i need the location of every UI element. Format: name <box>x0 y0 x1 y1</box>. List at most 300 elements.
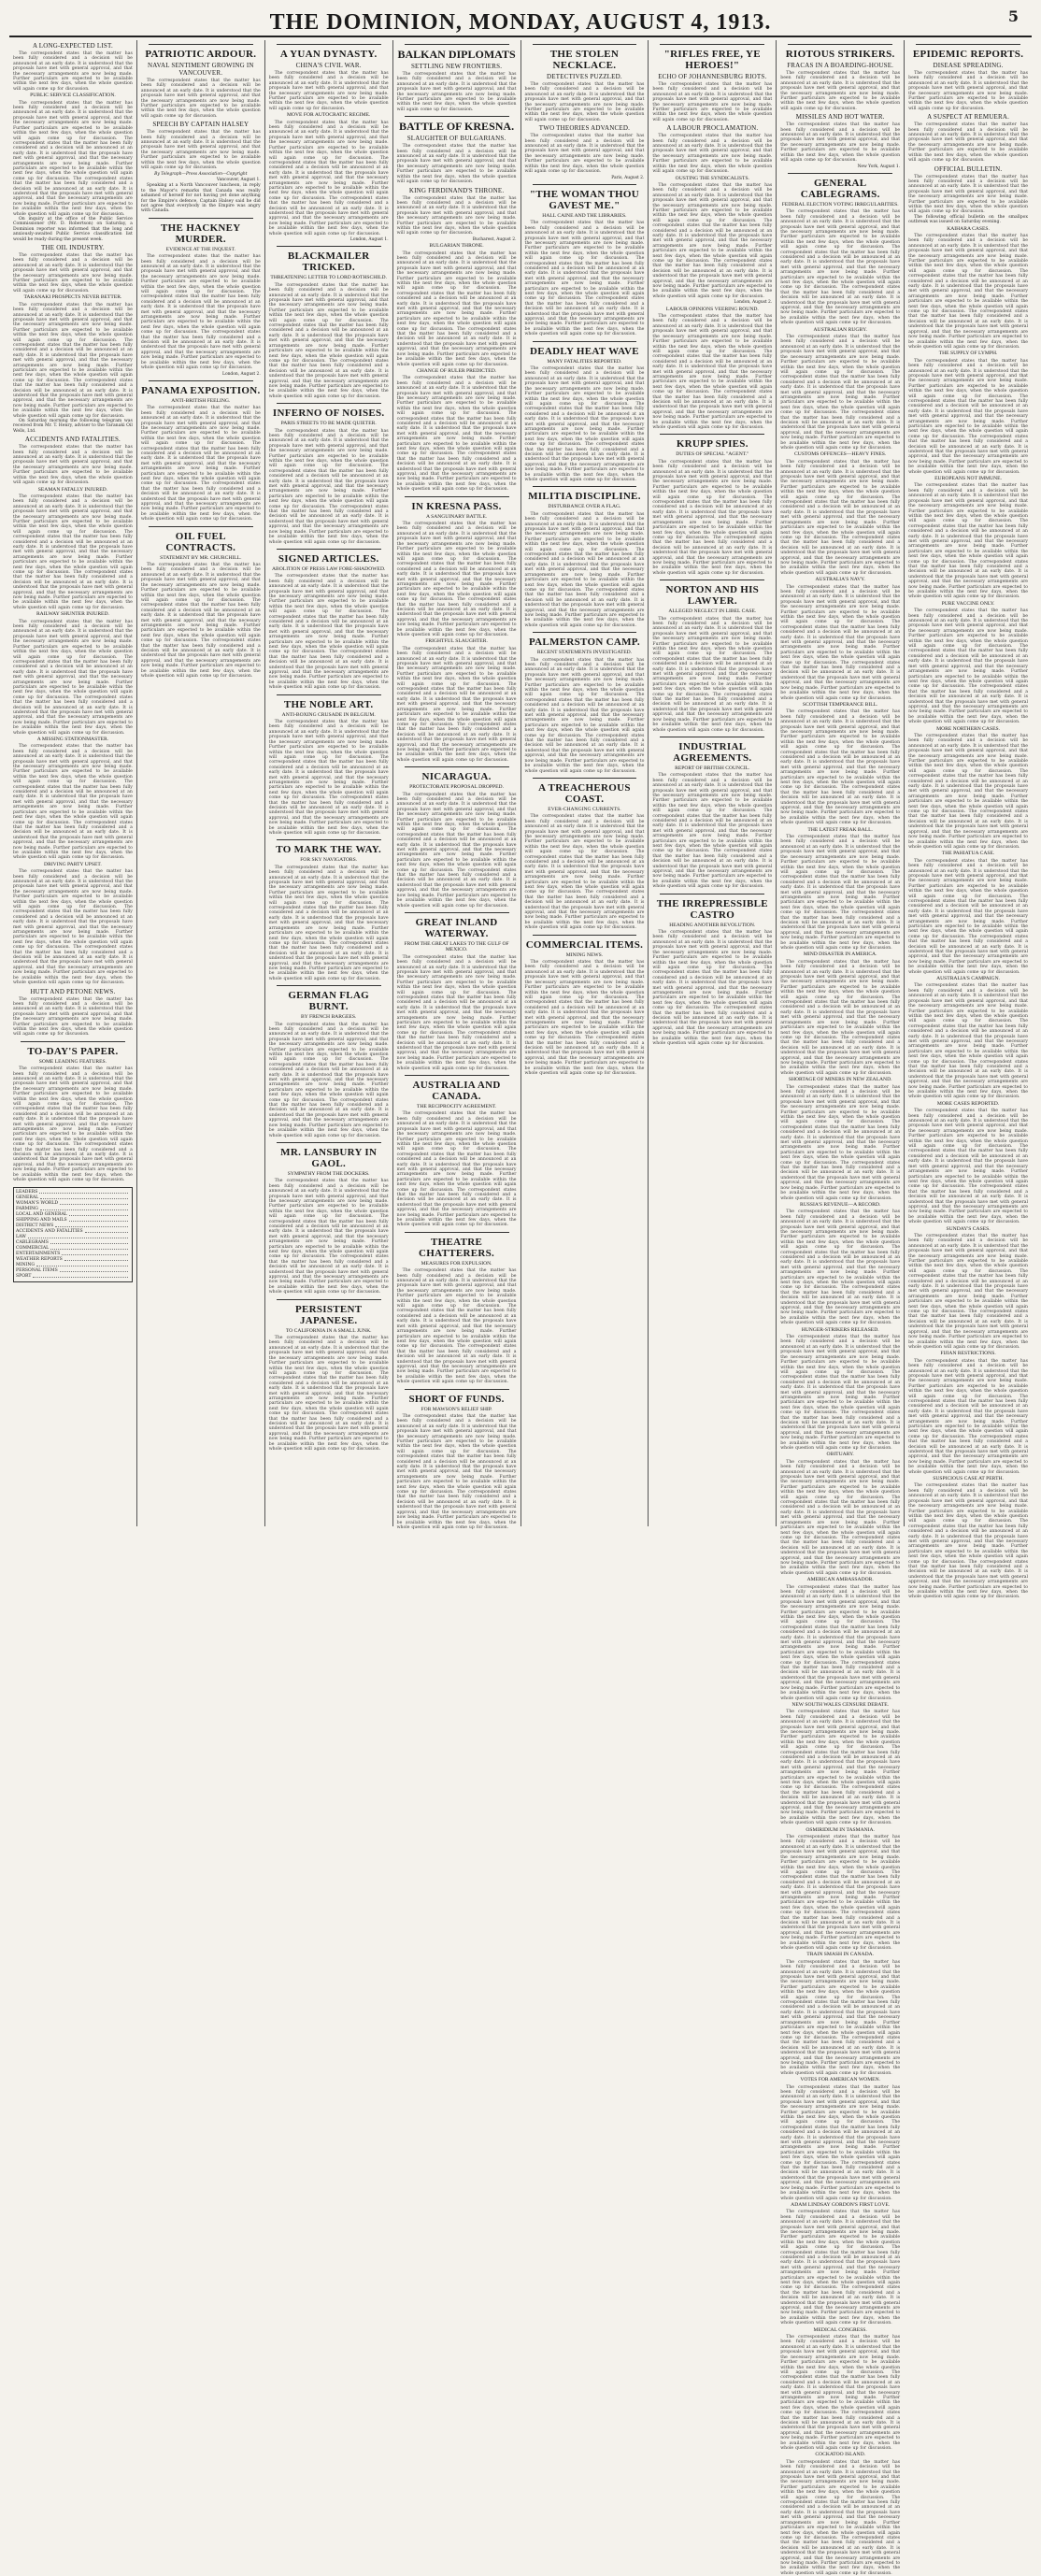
feature-label: MINING <box>16 1262 36 1267</box>
article-body: The correspondent states that the matter has been fully considered and a decision will be announced at an early date. It is understood that the proposals have met with general approval, and that the necessary arrangements are now being made. Further particulars are expected to be available within the next few days, when the whole question will again come up for discussion. The correspondent states that the matter has been fully considered and a decision will be announced at an early date. It is understood that the proposals have met with general approval, and that the necessary arrangements are now being made. Further particulars are expected to be available within the next few days, when the whole question will again come up for discussion. The correspondent states that the matter has been fully considered and a decision will be announced at an early date. It is understood that the proposals have met with general approval, and that the necessary arrangements are now being made. Further particulars are expected to be available within the next few days, when the whole question will again come up for discussion. <box>13 1066 133 1183</box>
dot-leader <box>28 1235 128 1238</box>
column-rule <box>788 173 892 174</box>
subheading: RUSSIA'S REVENUE—A RECORD. <box>800 1201 881 1208</box>
headline: COMMERCIAL ITEMS. <box>525 938 644 951</box>
article-body: The correspondent states that the matter has been fully considered and a decision will be announced at an early date. It is understood that the proposals have met with general approval, and that the necessary arrangements are now being made. Further particulars are expected to be available within the next few days, when the whole question will again come up for discussion. The correspondent states that the matter has been fully considered and a decision will be announced at an early date. It is understood that the proposals have met with general approval, and that the necessary arrangements are now being made. Further particulars are expected to be available within the next few days, when the whole question will again come up for discussion. The correspondent states that the matter has been fully considered and a decision will be announced at an early date. It is understood that the proposals have met with general approval, and that the necessary arrangements are now being made. Further particulars are expected to be available within the next few days, when the whole question will again come up for discussion. <box>908 233 1028 350</box>
dot-leader <box>50 1246 128 1250</box>
column-3 <box>265 40 393 1526</box>
article-body: The correspondent states that the matter has been fully considered and a decision will be announced at an early date. It is understood that the proposals have met with general approval, and that the necessary arrangements are now being made. Further particulars are expected to be available within the next few days, when the whole question will again come up for discussion. The correspondent states that the matter has been fully considered and a decision will be announced at an early date. It is understood that the proposals have met with general approval, and that the necessary arrangements are now being made. Further particulars are expected to be available within the next few days, when the whole question will again come up for discussion. The correspondent states that the matter has been fully considered and a decision will be announced at an early date. It is understood that the proposals have met with general approval, and that the necessary arrangements are now being made. Further particulars are expected to be available within the next few days, when the whole question will again come up for discussion. <box>396 1413 517 1530</box>
column-rule <box>405 116 509 117</box>
dot-leader <box>40 1195 128 1199</box>
article-body: The correspondent states that the matter has been fully considered and a decision will be announced at an early date. It is understood that the proposals have met with general approval, and that the necessary arrangements are now being made. Further particulars are expected to be available within the next few days, when the whole question will again come up for discussion. The correspondent states that the matter has been fully considered and a decision will be announced at an early date. It is understood that the proposals have met with general approval, and that the necessary arrangements are now being made. Further particulars are expected to be available within the next few days, when the whole question will again come up for discussion. The correspondent states that the matter has been fully considered and a decision will be announced at an early date. It is understood that the proposals have met with general approval, and that the necessary arrangements are now being made. Further particulars are expected to be available within the next few days, when the whole question will again come up for discussion. <box>396 792 517 909</box>
headline: INFERNO OF NOISES. <box>272 408 385 420</box>
dot-leader <box>69 1212 128 1216</box>
article-body: The correspondent states that the matter has been fully considered and a decision will be announced at an early date. It is understood that the proposals have met with general approval, and that the necessary arrangements are now being made. Further particulars are expected to be available within the next few days, when the whole question will again come up for discussion. The correspondent states that the matter has been fully considered and a decision will be announced at an early date. It is understood that the proposals have met with general approval, and that the necessary arrangements are now being made. Further particulars are expected to be available within the next few days, when the whole question will again come up for discussion. The correspondent states that the matter has been fully considered and a decision will be announced at an early date. It is understood that the proposals have met with general approval, and that the necessary arrangements are now being made. Further particulars are expected to be available within the next few days, when the whole question will again come up for discussion. <box>524 814 645 931</box>
article-body: The correspondent states that the matter has been fully considered and a decision will be announced at an early date. It is understood that the proposals have met with general approval, and that the necessary arrangements are now being made. Further particulars are expected to be available within the next few days, when the whole question will again come up for discussion. The correspondent states that the matter has been fully considered and a decision will be announced at an early date. It is understood that the proposals have met with general approval, and that the necessary arrangements are now being made. Further particulars are expected to be available within the next few days, when the whole question will again come up for discussion. The correspondent states that the matter has been fully considered and a decision will be announced at an early date. It is understood that the proposals have met with general approval, and that the necessary arrangements are now being made. Further particulars are expected to be available within the next few days, when the whole question will again come up for discussion. <box>908 1358 1028 1475</box>
article-body: The correspondent states that the matter has been fully considered and a decision will be announced at an early date. It is understood that the proposals have met with general approval, and that the necessary arrangements are now being made. Further particulars are expected to be available within the next few days, when the whole question will again come up for discussion. The correspondent states that the matter has been fully considered and a decision will be announced at an early date. It is understood that the proposals have met with general approval, and that the necessary arrangements are now being made. Further particulars are expected to be available within the next few days, when the whole question will again come up for discussion. The correspondent states that the matter has been fully considered and a decision will be announced at an early date. It is understood that the proposals have met with general approval, and that the necessary arrangements are now being made. Further particulars are expected to be available within the next few days, when the whole question will again come up for discussion. <box>908 608 1028 725</box>
subheading: TO CALIFORNIA IN A SMALL JUNK. <box>285 1327 372 1334</box>
headline: NICARAGUA. <box>421 771 492 783</box>
column-6 <box>649 40 777 1526</box>
article-body: The correspondent states that the matter has been fully considered and a decision will be announced at an early date. It is understood that the proposals have met with general approval, and that the necessary arrangements are now being made. Further particulars are expected to be available within the next few days, when the whole question will again come up for discussion. The correspondent states that the matter has been fully considered and a decision will be announced at an early date. It is understood that the proposals have met with general approval, and that the necessary arrangements are now being made. Further particulars are expected to be available within the next few days, when the whole question will again come up for discussion. The correspondent states that the matter has been fully considered and a decision will be announced at an early date. It is understood that the proposals have met with general approval, and that the necessary arrangements are now being made. Further particulars are expected to be available within the next few days, when the whole question will again come up for discussion. <box>13 302 133 419</box>
feature-label: WOMAN'S WORLD <box>16 1200 59 1206</box>
headline: PALMERSTON CAMP. <box>528 637 640 649</box>
headline: THE IRREPRESSIBLE CASTRO <box>656 897 768 921</box>
article-body: The correspondent states that the matter has been fully considered and a decision will be announced at an early date. It is understood that the proposals have met with general approval, and that the necessary arrangements are now being made. Further particulars are expected to be available within the next few days, when the whole question will again come up for discussion. The correspondent states that the matter has been fully considered and a decision will be announced at an early date. It is understood that the proposals have met with general approval, and that the necessary arrangements are now being made. Further particulars are expected to be available within the next few days, when the whole question will again come up for discussion. The correspondent states that the matter has been fully considered and a decision will be announced at an early date. It is understood that the proposals have met with general approval, and that the necessary arrangements are now being made. Further particulars are expected to be available within the next few days, when the whole question will again come up for discussion. <box>13 619 133 736</box>
article-body: The correspondent states that the matter has been fully considered and a decision will be announced at an early date. It is understood that the proposals have met with general approval, and that the necessary arrangements are now being made. Further particulars are expected to be available within the next few days, when the whole question will again come up for discussion. The correspondent states that the matter has been fully considered and a decision will be announced at an early date. It is understood that the proposals have met with general approval, and that the necessary arrangements are now being made. Further particulars are expected to be available within the next few days, when the whole question will again come up for discussion. The correspondent states that the matter has been fully considered and a decision will be announced at an early date. It is understood that the proposals have met with general approval, and that the necessary arrangements are now being made. Further particulars are expected to be available within the next few days, when the whole question will again come up for discussion. <box>396 1111 517 1228</box>
headline: ECHO OF JOHANNESBURG RIOTS. <box>658 73 767 80</box>
headline: A SUSPECT AT REMUERA. <box>927 113 1010 122</box>
column-rule <box>149 44 253 45</box>
wire-credit: By Telegraph—Press Association—Copyright <box>154 171 248 177</box>
article-body: The correspondent states that the matter has been fully considered and a decision will be announced at an early date. It is understood that the proposals have met with general approval, and that the necessary arrangements are now being made. Further particulars are expected to be available within the next few days, when the whole question will again come up for discussion. <box>908 71 1028 111</box>
article-body: The correspondent states that the matter has been fully considered and a decision will be announced at an early date. It is understood that the proposals have met with general approval, and that the necessary arrangements are now being made. Further particulars are expected to be available within the next few days, when the whole question will again come up for discussion. The correspondent states that the matter has been fully considered and a decision will be announced at an early date. It is understood that the proposals have met with general approval, and that the necessary arrangements are now being made. Further particulars are expected to be available within the next few days, when the whole question will again come up for discussion. The correspondent states that the matter has been fully considered and a decision will be announced at an early date. It is understood that the proposals have met with general approval, and that the necessary arrangements are now being made. Further particulars are expected to be available within the next few days, when the whole question will again come up for discussion. <box>396 1268 517 1385</box>
article-body: The correspondent states that the matter has been fully considered and a decision will be announced at an early date. It is understood that the proposals have met with general approval, and that the necessary arrangements are now being made. Further particulars are expected to be available within the next few days, when the whole question will again come up for discussion. <box>268 71 389 111</box>
headline: SIGNED ARTICLES. <box>278 552 379 565</box>
subheading: ALLEGED NEGLECT IN LIBEL CASE. <box>668 608 757 615</box>
article-body: The correspondent states that the matter has been fully considered and a decision will be announced at an early date. It is understood that the proposals have met with general approval, and that the necessary arrangements are now being made. Further particulars are expected to be available within the next few days, when the whole question will again come up for discussion. The correspondent states that the matter has been fully considered and a decision will be announced at an early date. It is understood that the proposals have met with general approval, and that the necessary arrangements are now being made. Further particulars are expected to be available within the next few days, when the whole question will again come up for discussion. The correspondent states that the matter has been fully considered and a decision will be announced at an early date. It is understood that the proposals have met with general approval, and that the necessary arrangements are now being made. Further particulars are expected to be available within the next few days, when the whole question will again come up for discussion. <box>780 584 901 701</box>
dot-leader <box>40 1207 128 1210</box>
subheading: EVER-CHANGING CURRENTS. <box>548 806 621 812</box>
subheading: BULGARIAN THRONE. <box>429 243 484 250</box>
subheading: AUSTRALIA'S CAMPAIGN. <box>936 976 1001 982</box>
feature-label: CABLEGRAMS <box>16 1239 49 1245</box>
article-body: The correspondent states that the matter has been fully considered and a decision will be announced at an early date. It is understood that the proposals have met with general approval, and that the necessary arrangements are now being made. Further particulars are expected to be available within the next few days, when the whole question will again come up for discussion. <box>652 82 773 122</box>
headline: TO-DAY'S PAPER. <box>27 1045 119 1057</box>
headline: TWO THEORIES ADVANCED. <box>538 124 631 133</box>
headline: EPIDEMIC REPORTS. <box>912 49 1024 60</box>
column-rule <box>277 694 381 695</box>
column-rule <box>277 549 381 550</box>
article-body: The correspondent states that the matter has been fully considered and a decision will be announced at an early date. It is understood that the proposals have met with general approval, and that the necessary arrangements are now being made. Further particulars are expected to be available within the next few days, when the whole question will again come up for discussion. <box>908 174 1028 215</box>
article-body: The correspondent states that the matter has been fully considered and a decision will be announced at an early date. It is understood that the proposals have met with general approval, and that the necessary arrangements are now being made. Further particulars are expected to be available within the next few days, when the whole question will again come up for discussion. The correspondent states that the matter has been fully considered and a decision will be announced at an early date. It is understood that the proposals have met with general approval, and that the necessary arrangements are now being made. Further particulars are expected to be available within the next few days, when the whole question will again come up for discussion. The correspondent states that the matter has been fully considered and a decision will be announced at an early date. It is understood that the proposals have met with general approval, and that the necessary arrangements are now being made. Further particulars are expected to be available within the next few days, when the whole question will again come up for discussion. <box>908 1483 1028 1600</box>
article-body: The correspondent states that the matter has been fully considered and a decision will be announced at an early date. It is understood that the proposals have met with general approval, and that the necessary arrangements are now being made. Further particulars are expected to be available within the next few days, when the whole question will again come up for discussion. The correspondent states that the matter has been fully considered and a decision will be announced at an early date. It is understood that the proposals have met with general approval, and that the necessary arrangements are now being made. Further particulars are expected to be available within the next few days, when the whole question will again come up for discussion. The correspondent states that the matter has been fully considered and a decision will be announced at an early date. It is understood that the proposals have met with general approval, and that the necessary arrangements are now being made. Further particulars are expected to be available within the next few days, when the whole question will again come up for discussion. <box>908 733 1028 850</box>
subheading: SHORTAGE OF MINERS IN NEW ZEALAND. <box>788 1077 892 1083</box>
article-body: The correspondent states that the matter has been fully considered and a decision will be announced at an early date. It is understood that the proposals have met with general approval, and that the necessary arrangements are now being made. Further particulars are expected to be available within the next few days, when the whole question will again come up for discussion. The correspondent states that the matter has been fully considered and a decision will be announced at an early date. It is understood that the proposals have met with general approval, and that the necessary arrangements are now being made. Further particulars are expected to be available within the next few days, when the whole question will again come up for discussion. The correspondent states that the matter has been fully considered and a decision will be announced at an early date. It is understood that the proposals have met with general approval, and that the necessary arrangements are now being made. Further particulars are expected to be available within the next few days, when the whole question will again come up for discussion. <box>524 511 645 628</box>
subheading: PURE VACCINE ONLY. <box>941 600 995 607</box>
article-body: The correspondent states that the matter has been fully considered and a decision will be announced at an early date. It is understood that the proposals have met with general approval, and that the necessary arrangements are now being made. Further particulars are expected to be available within the next few days, when the whole question will again come up for discussion. The correspondent states that the matter has been fully considered and a decision will be announced at an early date. It is understood that the proposals have met with general approval, and that the necessary arrangements are now being made. Further particulars are expected to be available within the next few days, when the whole question will again come up for discussion. The correspondent states that the matter has been fully considered and a decision will be announced at an early date. It is understood that the proposals have met with general approval, and that the necessary arrangements are now being made. Further particulars are expected to be available within the next few days, when the whole question will again come up for discussion. <box>268 865 389 981</box>
subheading: TRAIN SMASH IN CANADA. <box>806 1952 875 1958</box>
headline: "THE WOMAN THOU GAVEST ME." <box>529 188 640 211</box>
column-rule <box>533 341 637 342</box>
feature-label: GENERAL <box>16 1195 39 1200</box>
subheading: RAILWAY SHUNTER INJURED. <box>36 611 109 618</box>
article-body: The correspondent states that the matter has been fully considered and a decision will be announced at an early date. It is understood that the proposals have met with general approval, and that the necessary arrangements are now being made. Further particulars are expected to be available within the next few days, when the whole question will again come up for discussion. The correspondent states that the matter has been fully considered and a decision will be announced at an early date. It is understood that the proposals have met with general approval, and that the necessary arrangements are now being made. Further particulars are expected to be available within the next few days, when the whole question will again come up for discussion. The correspondent states that the matter has been fully considered and a decision will be announced at an early date. It is understood that the proposals have met with general approval, and that the necessary arrangements are now being made. Further particulars are expected to be available within the next few days, when the whole question will again come up for discussion. <box>268 282 389 399</box>
column-rule <box>405 766 509 767</box>
headline: BALKAN DIPLOMATS <box>397 48 516 61</box>
column-rule <box>405 496 509 497</box>
article-body: The correspondent states that the matter has been fully considered and a decision will be announced at an early date. It is understood that the proposals have met with general approval, and that the necessary arrangements are now being made. Further particulars are expected to be available within the next few days, when the whole question will again come up for discussion. <box>140 79 261 119</box>
headline: GERMAN FLAG BURNT. <box>288 990 370 1013</box>
column-rule <box>405 1232 509 1233</box>
headline: OIL FUEL CONTRACTS. <box>165 530 236 553</box>
headline: THE NOBLE ART. <box>283 698 374 710</box>
dot-leader <box>33 1274 127 1278</box>
article-body: The correspondent states that the matter has been fully considered and a decision will be announced at an early date. It is understood that the proposals have met with general approval, and that the necessary arrangements are now being made. Further particulars are expected to be available within the next few days, when the whole question will again come up for discussion. The correspondent states that the matter has been fully considered and a decision will be announced at an early date. It is understood that the proposals have met with general approval, and that the necessary arrangements are now being made. Further particulars are expected to be available within the next few days, when the whole question will again come up for discussion. The correspondent states that the matter has been fully considered and a decision will be announced at an early date. It is understood that the proposals have met with general approval, and that the necessary arrangements are now being made. Further particulars are expected to be available within the next few days, when the whole question will again come up for discussion. <box>780 835 901 951</box>
article-paragraph: On inquiry at the office of the Public Service Commissioner (Mr. D. Robertson) on Saturday, a Dominion reporter was informed that the long and anxiously-awaited Public Service classification list would be ready during the present week. <box>13 217 133 242</box>
article-body: The correspondent states that the matter has been fully considered and a decision will be announced at an early date. It is understood that the proposals have met with general approval, and that the necessary arrangements are now being made. Further particulars are expected to be available within the next few days, when the whole question will again come up for discussion. The correspondent states that the matter has been fully considered and a decision will be announced at an early date. It is understood that the proposals have met with general approval, and that the necessary arrangements are now being made. Further particulars are expected to be available within the next few days, when the whole question will again come up for discussion. The correspondent states that the matter has been fully considered and a decision will be announced at an early date. It is understood that the proposals have met with general approval, and that the necessary arrangements are now being made. Further particulars are expected to be available within the next few days, when the whole question will again come up for discussion. <box>780 1459 901 1576</box>
subheading: THE SUPPLY OF LYMPH. <box>938 351 998 357</box>
article-body: The correspondent states that the matter has been fully considered and a decision will be announced at an early date. It is understood that the proposals have met with general approval, and that the necessary arrangements are now being made. Further particulars are expected to be available within the next few days, when the whole question will again come up for discussion. <box>908 122 1028 164</box>
subheading: ADAM LINDSAY GORDON'S FIRST LOVE. <box>791 2201 891 2208</box>
feature-label: FARMING <box>16 1206 38 1211</box>
feature-label: LAW <box>16 1234 26 1239</box>
subheading: LABOUR OPINIONS VEERING ROUND. <box>665 306 759 312</box>
column-4 <box>393 40 521 1530</box>
article-body: The correspondent states that the matter has been fully considered and a decision will be announced at an early date. It is understood that the proposals have met with general approval, and that the necessary arrangements are now being made. Further particulars are expected to be available within the next few days, when the whole question will again come up for discussion. The correspondent states that the matter has been fully considered and a decision will be announced at an early date. It is understood that the proposals have met with general approval, and that the necessary arrangements are now being made. Further particulars are expected to be available within the next few days, when the whole question will again come up for discussion. The correspondent states that the matter has been fully considered and a decision will be announced at an early date. It is understood that the proposals have met with general approval, and that the necessary arrangements are now being made. Further particulars are expected to be available within the next few days, when the whole question will again come up for discussion. <box>13 744 133 861</box>
headline: OFFICIAL BULLETIN. <box>934 165 1003 173</box>
article-body: The correspondent states that the matter has been fully considered and a decision will be announced at an early date. It is understood that the proposals have met with general approval, and that the necessary arrangements are now being made. Further particulars are expected to be available within the next few days, when the whole question will again come up for discussion. The correspondent states that the matter has been fully considered and a decision will be announced at an early date. It is understood that the proposals have met with general approval, and that the necessary arrangements are now being made. Further particulars are expected to be available within the next few days, when the whole question will again come up for discussion. The correspondent states that the matter has been fully considered and a decision will be announced at an early date. It is understood that the proposals have met with general approval, and that the necessary arrangements are now being made. Further particulars are expected to be available within the next few days, when the whole question will again come up for discussion. <box>908 983 1028 1100</box>
headline: THEATRE CHATTERERS. <box>419 1236 495 1259</box>
subheading: SCOTTISH TEMPERANCE BILL. <box>802 701 878 708</box>
subheading: HEADING ANOTHER REVOLUTION. <box>669 922 756 928</box>
page-number: 5 <box>1007 7 1019 25</box>
headline: PATRIOTIC ARDOUR. <box>145 49 257 60</box>
subheading: FRIGHTFUL SLAUGHTER. <box>425 638 488 645</box>
article-body: The correspondent states that the matter has been fully considered and a decision will be announced at an early date. It is understood that the proposals have met with general approval, and that the necessary arrangements are now being made. Further particulars are expected to be available within the next few days, when the whole question will again come up for discussion. The correspondent states that the matter has been fully considered and a decision will be announced at an early date. It is understood that the proposals have met with general approval, and that the necessary arrangements are now being made. Further particulars are expected to be available within the next few days, when the whole question will again come up for discussion. The correspondent states that the matter has been fully considered and a decision will be announced at an early date. It is understood that the proposals have met with general approval, and that the necessary arrangements are now being made. Further particulars are expected to be available within the next few days, when the whole question will again come up for discussion. <box>13 100 133 217</box>
article-body: The correspondent states that the matter has been fully considered and a decision will be announced at an early date. It is understood that the proposals have met with general approval, and that the necessary arrangements are now being made. Further particulars are expected to be available within the next few days, when the whole question will again come up for discussion. The correspondent states that the matter has been fully considered and a decision will be announced at an early date. It is understood that the proposals have met with general approval, and that the necessary arrangements are now being made. Further particulars are expected to be available within the next few days, when the whole question will again come up for discussion. The correspondent states that the matter has been fully considered and a decision will be announced at an early date. It is understood that the proposals have met with general approval, and that the necessary arrangements are now being made. Further particulars are expected to be available within the next few days, when the whole question will again come up for discussion. <box>652 930 773 1046</box>
subheading: THE LATEST FREAK BALL. <box>807 826 873 833</box>
article-body: The correspondent states that the matter has been fully considered and a decision will be announced at an early date. It is understood that the proposals have met with general approval, and that the necessary arrangements are now being made. Further particulars are expected to be available within the next few days, when the whole question will again come up for discussion. <box>13 445 133 486</box>
dot-leader <box>50 1240 128 1244</box>
article-body: The correspondent states that the matter has been fully considered and a decision will be announced at an early date. It is understood that the proposals have met with general approval, and that the necessary arrangements are now being made. Further particulars are expected to be available within the next few days, when the whole question will again come up for discussion. <box>396 195 517 236</box>
subheading: MEDICAL CONGRESS. <box>813 2326 867 2333</box>
article-body: The correspondent states that the matter has been fully considered and a decision will be announced at an early date. It is understood that the proposals have met with general approval, and that the necessary arrangements are now being made. Further particulars are expected to be available within the next few days, when the whole question will again come up for discussion. The correspondent states that the matter has been fully considered and a decision will be announced at an early date. It is understood that the proposals have met with general approval, and that the necessary arrangements are now being made. Further particulars are expected to be available within the next few days, when the whole question will again come up for discussion. The correspondent states that the matter has been fully considered and a decision will be announced at an early date. It is understood that the proposals have met with general approval, and that the necessary arrangements are now being made. Further particulars are expected to be available within the next few days, when the whole question will again come up for discussion. <box>268 1179 389 1295</box>
article-body: The correspondent states that the matter has been fully considered and a decision will be announced at an early date. It is understood that the proposals have met with general approval, and that the necessary arrangements are now being made. Further particulars are expected to be available within the next few days, when the whole question will again come up for discussion. <box>13 51 133 92</box>
article-body: The correspondent states that the matter has been fully considered and a decision will be announced at an early date. It is understood that the proposals have met with general approval, and that the necessary arrangements are now being made. Further particulars are expected to be available within the next few days, when the whole question will again come up for discussion. The correspondent states that the matter has been fully considered and a decision will be announced at an early date. It is understood that the proposals have met with general approval, and that the necessary arrangements are now being made. Further particulars are expected to be available within the next few days, when the whole question will again come up for discussion. The correspondent states that the matter has been fully considered and a decision will be announced at an early date. It is understood that the proposals have met with general approval, and that the necessary arrangements are now being made. Further particulars are expected to be available within the next few days, when the whole question will again come up for discussion. <box>652 459 773 576</box>
article-body: The correspondent states that the matter has been fully considered and a decision will be announced at an early date. It is understood that the proposals have met with general approval, and that the necessary arrangements are now being made. Further particulars are expected to be available within the next few days, when the whole question will again come up for discussion. The correspondent states that the matter has been fully considered and a decision will be announced at an early date. It is understood that the proposals have met with general approval, and that the necessary arrangements are now being made. Further particulars are expected to be available within the next few days, when the whole question will again come up for discussion. The correspondent states that the matter has been fully considered and a decision will be announced at an early date. It is understood that the proposals have met with general approval, and that the necessary arrangements are now being made. Further particulars are expected to be available within the next few days, when the whole question will again come up for discussion. <box>140 254 261 371</box>
dateline: London, August 2. <box>734 300 773 306</box>
article-body: The correspondent states that the matter has been fully considered and a decision will be announced at an early date. It is understood that the proposals have met with general approval, and that the necessary arrangements are now being made. Further particulars are expected to be available within the next few days, when the whole question will again come up for discussion. The correspondent states that the matter has been fully considered and a decision will be announced at an early date. It is understood that the proposals have met with general approval, and that the necessary arrangements are now being made. Further particulars are expected to be available within the next few days, when the whole question will again come up for discussion. The correspondent states that the matter has been fully considered and a decision will be announced at an early date. It is understood that the proposals have met with general approval, and that the necessary arrangements are now being made. Further particulars are expected to be available within the next few days, when the whole question will again come up for discussion. <box>140 563 261 679</box>
headline: BATTLE OF KRESNA. <box>399 120 515 134</box>
article-body: The correspondent states that the matter has been fully considered and a decision will be announced at an early date. It is understood that the proposals have met with general approval, and that the necessary arrangements are now being made. Further particulars are expected to be available within the next few days, when the whole question will again come up for discussion. The correspondent states that the matter has been fully considered and a decision will be announced at an early date. It is understood that the proposals have met with general approval, and that the necessary arrangements are now being made. Further particulars are expected to be available within the next few days, when the whole question will again come up for discussion. The correspondent states that the matter has been fully considered and a decision will be announced at an early date. It is understood that the proposals have met with general approval, and that the necessary arrangements are now being made. Further particulars are expected to be available within the next few days, when the whole question will again come up for discussion. <box>140 406 261 522</box>
headline: HUTT AND PETONE NEWS. <box>30 987 116 995</box>
subheading: HUNGER-STRIKERS RELEASED. <box>801 1326 879 1333</box>
dot-leader <box>60 1268 128 1272</box>
headline: DETECTIVES PUZZLED. <box>547 73 622 80</box>
article-body: The correspondent states that the matter has been fully considered and a decision will be announced at an early date. It is understood that the proposals have met with general approval, and that the necessary arrangements are now being made. Further particulars are expected to be available within the next few days, when the whole question will again come up for discussion. The correspondent states that the matter has been fully considered and a decision will be announced at an early date. It is understood that the proposals have met with general approval, and that the necessary arrangements are now being made. Further particulars are expected to be available within the next few days, when the whole question will again come up for discussion. The correspondent states that the matter has been fully considered and a decision will be announced at an early date. It is understood that the proposals have met with general approval, and that the necessary arrangements are now being made. Further particulars are expected to be available within the next few days, when the whole question will again come up for discussion. <box>908 358 1028 475</box>
headline: FRACAS IN A BOARDING-HOUSE. <box>787 62 894 69</box>
article-body: The correspondent states that the matter has been fully considered and a decision will be announced at an early date. It is understood that the proposals have met with general approval, and that the necessary arrangements are now being made. Further particulars are expected to be available within the next few days, when the whole question will again come up for discussion. The correspondent states that the matter has been fully considered and a decision will be announced at an early date. It is understood that the proposals have met with general approval, and that the necessary arrangements are now being made. Further particulars are expected to be available within the next few days, when the whole question will again come up for discussion. The correspondent states that the matter has been fully considered and a decision will be announced at an early date. It is understood that the proposals have met with general approval, and that the necessary arrangements are now being made. Further particulars are expected to be available within the next few days, when the whole question will again come up for discussion. <box>780 1335 901 1451</box>
subheading: MORE CASES REPORTED. <box>936 1100 1000 1107</box>
subheading: EUROPEANS NOT IMMUNE. <box>934 476 1002 482</box>
column-8 <box>905 40 1032 1600</box>
column-rule <box>533 44 637 45</box>
column-rule <box>277 44 381 45</box>
headline: PERSISTENT JAPANESE. <box>294 1303 363 1326</box>
article-body: The correspondent states that the matter has been fully considered and a decision will be announced at an early date. It is understood that the proposals have met with general approval, and that the necessary arrangements are now being made. Further particulars are expected to be available within the next few days, when the whole question will again come up for discussion. The correspondent states that the matter has been fully considered and a decision will be announced at an early date. It is understood that the proposals have met with general approval, and that the necessary arrangements are now being made. Further particulars are expected to be available within the next few days, when the whole question will again come up for discussion. The correspondent states that the matter has been fully considered and a decision will be announced at an early date. It is understood that the proposals have met with general approval, and that the necessary arrangements are now being made. Further particulars are expected to be available within the next few days, when the whole question will again come up for discussion. <box>524 221 645 337</box>
masthead <box>9 6 1032 37</box>
article-body: The correspondent states that the matter has been fully considered and a decision will be announced at an early date. It is understood that the proposals have met with general approval, and that the necessary arrangements are now being made. Further particulars are expected to be available within the next few days, when the whole question will again come up for discussion. The correspondent states that the matter has been fully considered and a decision will be announced at an early date. It is understood that the proposals have met with general approval, and that the necessary arrangements are now being made. Further particulars are expected to be available within the next few days, when the whole question will again come up for discussion. The correspondent states that the matter has been fully considered and a decision will be announced at an early date. It is understood that the proposals have met with general approval, and that the necessary arrangements are now being made. Further particulars are expected to be available within the next few days, when the whole question will again come up for discussion. <box>396 376 517 493</box>
headline: GENERAL CABLEGRAMS. <box>800 177 880 200</box>
article-body: The correspondent states that the matter has been fully considered and a decision will be announced at an early date. It is understood that the proposals have met with general approval, and that the necessary arrangements are now being made. Further particulars are expected to be available within the next few days, when the whole question will again come up for discussion. <box>13 253 133 293</box>
column-rule <box>277 985 381 986</box>
article-body: The correspondent states that the matter has been fully considered and a decision will be announced at an early date. It is understood that the proposals have met with general approval, and that the necessary arrangements are now being made. Further particulars are expected to be available within the next few days, when the whole question will again come up for discussion. The correspondent states that the matter has been fully considered and a decision will be announced at an early date. It is understood that the proposals have met with general approval, and that the necessary arrangements are now being made. Further particulars are expected to be available within the next few days, when the whole question will again come up for discussion. The correspondent states that the matter has been fully considered and a decision will be announced at an early date. It is understood that the proposals have met with general approval, and that the necessary arrangements are now being made. Further particulars are expected to be available within the next few days, when the whole question will again come up for discussion. <box>268 1022 389 1138</box>
article-paragraph: The following official bulletin on the smallpox outbreak was issued on Saturday evening. <box>908 214 1028 225</box>
column-rule <box>277 246 381 247</box>
subheading: REPORT OF BRITISH COUNCIL. <box>675 765 750 771</box>
article-body: The correspondent states that the matter has been fully considered and a decision will be announced at an early date. It is understood that the proposals have met with general approval, and that the necessary arrangements are now being made. Further particulars are expected to be available within the next few days, when the whole question will again come up for discussion. The correspondent states that the matter has been fully considered and a decision will be announced at an early date. It is understood that the proposals have met with general approval, and that the necessary arrangements are now being made. Further particulars are expected to be available within the next few days, when the whole question will again come up for discussion. The correspondent states that the matter has been fully considered and a decision will be announced at an early date. It is understood that the proposals have met with general approval, and that the necessary arrangements are now being made. Further particulars are expected to be available within the next few days, when the whole question will again come up for discussion. <box>268 720 389 836</box>
column-rule <box>788 44 892 45</box>
headline: THE STOLEN NECKLACE. <box>549 49 620 71</box>
feature-label: WEATHER REPORTS <box>16 1256 63 1262</box>
subheading: MOVE FOR AUTOCRATIC REGIME. <box>286 112 371 119</box>
article-body: The correspondent states that the matter has been fully considered and a decision will be announced at an early date. It is understood that the proposals have met with general approval, and that the necessary arrangements are now being made. Further particulars are expected to be available within the next few days, when the whole question will again come up for discussion. <box>780 71 901 111</box>
masthead-title: THE DOMINION, MONDAY, AUGUST 4, 1913. <box>269 10 772 35</box>
subheading: PARIS STREETS TO BE MADE QUIETER. <box>280 421 377 427</box>
article-body: The correspondent states that the matter has been fully considered and a decision will be announced at an early date. It is understood that the proposals have met with general approval, and that the necessary arrangements are now being made. Further particulars are expected to be available within the next few days, when the whole question will again come up for discussion. The correspondent states that the matter has been fully considered and a decision will be announced at an early date. It is understood that the proposals have met with general approval, and that the necessary arrangements are now being made. Further particulars are expected to be available within the next few days, when the whole question will again come up for discussion. The correspondent states that the matter has been fully considered and a decision will be announced at an early date. It is understood that the proposals have met with general approval, and that the necessary arrangements are now being made. Further particulars are expected to be available within the next few days, when the whole question will again come up for discussion. <box>268 120 389 236</box>
article-body: The correspondent states that the matter has been fully considered and a decision will be announced at an early date. It is understood that the proposals have met with general approval, and that the necessary arrangements are now being made. Further particulars are expected to be available within the next few days, when the whole question will again come up for discussion. The correspondent states that the matter has been fully considered and a decision will be announced at an early date. It is understood that the proposals have met with general approval, and that the necessary arrangements are now being made. Further particulars are expected to be available within the next few days, when the whole question will again come up for discussion. The correspondent states that the matter has been fully considered and a decision will be announced at an early date. It is understood that the proposals have met with general approval, and that the necessary arrangements are now being made. Further particulars are expected to be available within the next few days, when the whole question will again come up for discussion. <box>13 869 133 986</box>
column-rule <box>533 935 637 936</box>
headline: SPEECH BY CAPTAIN HALSEY <box>152 121 250 129</box>
article-body: The correspondent states that the matter has been fully considered and a decision will be announced at an early date. It is understood that the proposals have met with general approval, and that the necessary arrangements are now being made. Further particulars are expected to be available within the next few days, when the whole question will again come up for discussion. <box>396 72 517 112</box>
subheading: SEAMAN FATALLY INJURED. <box>37 486 108 493</box>
feature-label: ENTERTAINMENTS <box>16 1251 61 1256</box>
subheading: VOTES FOR AMERICAN WOMEN. <box>800 2077 881 2083</box>
subheading: NEW SOUTH WALES CENSURE DEBATE. <box>791 1701 890 1708</box>
column-rule <box>405 1075 509 1076</box>
subheading: EVIDENCE AT THE INQUEST. <box>165 246 235 252</box>
subheading: FROM THE GREAT LAKES TO THE GULF OF MEXICO. <box>404 940 509 953</box>
article-body: The correspondent states that the matter has been fully considered and a decision will be announced at an early date. It is understood that the proposals have met with general approval, and that the necessary arrangements are now being made. Further particulars are expected to be available within the next few days, when the whole question will again come up for discussion. <box>396 144 517 185</box>
subheading: AUSTRALIA'S NAVY. <box>815 577 865 583</box>
headline: GREAT INLAND WATERWAY. <box>415 916 498 939</box>
headline: A YUAN DYNASTY. <box>279 49 378 60</box>
feature-label: LOCAL AND GENERAL <box>16 1211 67 1217</box>
subheading: KAIHARA CASES. <box>947 225 990 232</box>
article-body: The correspondent states that the matter has been fully considered and a decision will be announced at an early date. It is understood that the proposals have met with general approval, and that the necessary arrangements are now being made. Further particulars are expected to be available within the next few days, when the whole question will again come up for discussion. The correspondent states that the matter has been fully considered and a decision will be announced at an early date. It is understood that the proposals have met with general approval, and that the necessary arrangements are now being made. Further particulars are expected to be available within the next few days, when the whole question will again come up for discussion. The correspondent states that the matter has been fully considered and a decision will be announced at an early date. It is understood that the proposals have met with general approval, and that the necessary arrangements are now being made. Further particulars are expected to be available within the next few days, when the whole question will again come up for discussion. <box>780 209 901 326</box>
headline: A TREACHEROUS COAST. <box>538 781 631 805</box>
headline: ACCIDENTS AND FATALITIES. <box>24 436 121 444</box>
column-rule <box>533 778 637 779</box>
column-rule <box>916 44 1020 45</box>
subheading: OBITUARY. <box>826 1452 854 1458</box>
article-body: The correspondent states that the matter has been fully considered and a decision will be announced at an early date. It is understood that the proposals have met with general approval, and that the necessary arrangements are now being made. Further particulars are expected to be available within the next few days, when the whole question will again come up for discussion. <box>780 122 901 164</box>
headline: THE OIL INDUSTRY. <box>41 244 105 252</box>
subheading: THREATENING LETTER TO LORD ROTHSCHILD. <box>270 275 387 281</box>
article-paragraph: Speaking at a North Vancouver luncheon, in reply to the Mayor's remarks that Canada was really ashamed of herself for not having yet done anything for the Empire's defence, Captain Halsey said he did not agree that everybody in the Empire was angry with Canada. <box>140 183 261 214</box>
article-body: The correspondent states that the matter has been fully considered and a decision will be announced at an early date. It is understood that the proposals have met with general approval, and that the necessary arrangements are now being made. Further particulars are expected to be available within the next few days, when the whole question will again come up for discussion. The correspondent states that the matter has been fully considered and a decision will be announced at an early date. It is understood that the proposals have met with general approval, and that the necessary arrangements are now being made. Further particulars are expected to be available within the next few days, when the whole question will again come up for discussion. The correspondent states that the matter has been fully considered and a decision will be announced at an early date. It is understood that the proposals have met with general approval, and that the necessary arrangements are now being made. Further particulars are expected to be available within the next few days, when the whole question will again come up for discussion. <box>780 1710 901 1826</box>
headline: RIOTOUS STRIKERS. <box>785 49 895 60</box>
dateline: London, August 1. <box>349 237 389 242</box>
article-paragraph: On Saturday morning the following telegram was received from Mr. T. Henry, adviser to the Taranaki Oil Wells, Ltd. <box>13 419 133 434</box>
subheading: SUNDAY'S CASES. <box>946 1225 991 1232</box>
feature-label: SHIPPING AND MAILS <box>16 1217 67 1223</box>
headline: INDUSTRIAL AGREEMENTS. <box>673 740 752 764</box>
dateline: Vancouver, August 1. <box>216 177 261 182</box>
article-body: The correspondent states that the matter has been fully considered and a decision will be announced at an early date. It is understood that the proposals have met with general approval, and that the necessary arrangements are now being made. Further particulars are expected to be available within the next few days, when the whole question will again come up for discussion. The correspondent states that the matter has been fully considered and a decision will be announced at an early date. It is understood that the proposals have met with general approval, and that the necessary arrangements are now being made. Further particulars are expected to be available within the next few days, when the whole question will again come up for discussion. The correspondent states that the matter has been fully considered and a decision will be announced at an early date. It is understood that the proposals have met with general approval, and that the necessary arrangements are now being made. Further particulars are expected to be available within the next few days, when the whole question will again come up for discussion. <box>13 494 133 610</box>
subheading: MIND DISASTER IN AMERICA. <box>803 952 877 958</box>
subheading: FOR MAWSON'S RELIEF SHIP. <box>421 1406 492 1412</box>
subheading: MANY FATALITIES REPORTED. <box>547 358 622 365</box>
column-rule <box>277 839 381 840</box>
dot-leader <box>69 1218 128 1222</box>
article-body: The correspondent states that the matter has been fully considered and a decision will be announced at an early date. It is understood that the proposals have met with general approval, and that the necessary arrangements are now being made. Further particulars are expected to be available within the next few days, when the whole question will again come up for discussion. <box>140 130 261 171</box>
subheading: RECENT STATEMENTS INVESTIGATED. <box>536 650 633 656</box>
subheading: AUSTRALIAN RUGBY. <box>813 326 867 333</box>
headline: NORTON AND HIS LAWYER. <box>665 584 760 608</box>
column-rule <box>405 912 509 913</box>
subheading: HALL CAINE AND THE LIBRARIES. <box>542 212 627 219</box>
article-body: The correspondent states that the matter has been fully considered and a decision will be announced at an early date. It is understood that the proposals have met with general approval, and that the necessary arrangements are now being made. Further particulars are expected to be available within the next few days, when the whole question will again come up for discussion. The correspondent states that the matter has been fully considered and a decision will be announced at an early date. It is understood that the proposals have met with general approval, and that the necessary arrangements are now being made. Further particulars are expected to be available within the next few days, when the whole question will again come up for discussion. The correspondent states that the matter has been fully considered and a decision will be announced at an early date. It is understood that the proposals have met with general approval, and that the necessary arrangements are now being made. Further particulars are expected to be available within the next few days, when the whole question will again come up for discussion. <box>780 1835 901 1951</box>
subheading: SUSPICIOUS CASE AT PERTH. <box>933 1476 1004 1482</box>
dot-leader <box>36 1263 128 1267</box>
headline: THE HACKNEY MURDER. <box>161 222 241 245</box>
columns <box>9 40 1032 2576</box>
dot-leader <box>55 1224 128 1227</box>
subheading: FIJIAN RESTRICTIONS. <box>940 1351 996 1357</box>
subheading: A MISSING STATIONMASTER. <box>36 737 109 742</box>
column-rule <box>533 632 637 633</box>
article-body: The correspondent states that the matter has been fully considered and a decision will be announced at an early date. It is understood that the proposals have met with general approval, and that the necessary arrangements are now being made. Further particulars are expected to be available within the next few days, when the whole question will again come up for discussion. The correspondent states that the matter has been fully considered and a decision will be announced at an early date. It is understood that the proposals have met with general approval, and that the necessary arrangements are now being made. Further particulars are expected to be available within the next few days, when the whole question will again come up for discussion. The correspondent states that the matter has been fully considered and a decision will be announced at an early date. It is understood that the proposals have met with general approval, and that the necessary arrangements are now being made. Further particulars are expected to be available within the next few days, when the whole question will again come up for discussion. <box>780 459 901 576</box>
column-rule <box>660 44 764 45</box>
subheading: ANTI-BRITISH FEELING. <box>171 397 231 404</box>
column-rule <box>277 1142 381 1143</box>
features-index <box>13 1187 133 1282</box>
subheading: OSMIRIDIUM IN TASMANIA. <box>806 1826 875 1833</box>
headline: A LABOUR PROCLAMATION. <box>666 124 759 133</box>
subheading: SOME LEADING FEATURES. <box>38 1058 107 1065</box>
feature-label: DISTRICT NEWS <box>16 1223 54 1228</box>
subheading: MEASURES FOR EXPULSION. <box>421 1260 492 1267</box>
headline: AUSTRALIA AND CANADA. <box>412 1080 501 1103</box>
dot-leader <box>64 1257 128 1261</box>
article-body: The correspondent states that the matter has been fully considered and a decision will be announced at an early date. It is understood that the proposals have met with general approval, and that the necessary arrangements are now being made. Further particulars are expected to be available within the next few days, when the whole question will again come up for discussion. The correspondent states that the matter has been fully considered and a decision will be announced at an early date. It is understood that the proposals have met with general approval, and that the necessary arrangements are now being made. Further particulars are expected to be available within the next few days, when the whole question will again come up for discussion. The correspondent states that the matter has been fully considered and a decision will be announced at an early date. It is understood that the proposals have met with general approval, and that the necessary arrangements are now being made. Further particulars are expected to be available within the next few days, when the whole question will again come up for discussion. <box>780 2459 901 2576</box>
column-rule <box>149 526 253 527</box>
column-rule <box>660 434 764 435</box>
subheading: CHANGE OF RULER PREDICTED. <box>416 367 497 374</box>
feature-label: COMMERCIAL <box>16 1245 50 1251</box>
subheading: DRIVING PARTY UPSET. <box>44 861 102 867</box>
subheading: DUTIES OF SPECIAL "AGENT." <box>676 451 749 458</box>
headline: PANAMA EXPOSITION. <box>141 384 261 396</box>
article-body: The correspondent states that the matter has been fully considered and a decision will be announced at an early date. It is understood that the proposals have met with general approval, and that the necessary arrangements are now being made. Further particulars are expected to be available within the next few days, when the whole question will again come up for discussion. The correspondent states that the matter has been fully considered and a decision will be announced at an early date. It is understood that the proposals have met with general approval, and that the necessary arrangements are now being made. Further particulars are expected to be available within the next few days, when the whole question will again come up for discussion. The correspondent states that the matter has been fully considered and a decision will be announced at an early date. It is understood that the proposals have met with general approval, and that the necessary arrangements are now being made. Further particulars are expected to be available within the next few days, when the whole question will again come up for discussion. <box>780 709 901 826</box>
column-rule <box>533 184 637 185</box>
headline: CHINA'S CIVIL WAR. <box>295 62 362 69</box>
article-body: The correspondent states that the matter has been fully considered and a decision will be announced at an early date. It is understood that the proposals have met with general approval, and that the necessary arrangements are now being made. Further particulars are expected to be available within the next few days, when the whole question will again come up for discussion. The correspondent states that the matter has been fully considered and a decision will be announced at an early date. It is understood that the proposals have met with general approval, and that the necessary arrangements are now being made. Further particulars are expected to be available within the next few days, when the whole question will again come up for discussion. The correspondent states that the matter has been fully considered and a decision will be announced at an early date. It is understood that the proposals have met with general approval, and that the necessary arrangements are now being made. Further particulars are expected to be available within the next few days, when the whole question will again come up for discussion. <box>652 314 773 430</box>
subheading: MINING NEWS. <box>565 952 604 958</box>
column-rule <box>405 44 509 45</box>
dateline: Bucharest, August 2. <box>472 236 517 242</box>
article-body: The correspondent states that the matter has been fully considered and a decision will be announced at an early date. It is understood that the proposals have met with general approval, and that the necessary arrangements are now being made. Further particulars are expected to be available within the next few days, when the whole question will again come up for discussion. The correspondent states that the matter has been fully considered and a decision will be announced at an early date. It is understood that the proposals have met with general approval, and that the necessary arrangements are now being made. Further particulars are expected to be available within the next few days, when the whole question will again come up for discussion. The correspondent states that the matter has been fully considered and a decision will be announced at an early date. It is understood that the proposals have met with general approval, and that the necessary arrangements are now being made. Further particulars are expected to be available within the next few days, when the whole question will again come up for discussion. <box>268 574 389 691</box>
subheading: A SANGUINARY BATTLE. <box>425 513 488 520</box>
article-body: The correspondent states that the matter has been fully considered and a decision will be announced at an early date. It is understood that the proposals have met with general approval, and that the necessary arrangements are now being made. Further particulars are expected to be available within the next few days, when the whole question will again come up for discussion. The correspondent states that the matter has been fully considered and a decision will be announced at an early date. It is understood that the proposals have met with general approval, and that the necessary arrangements are now being made. Further particulars are expected to be available within the next few days, when the whole question will again come up for discussion. The correspondent states that the matter has been fully considered and a decision will be announced at an early date. It is understood that the proposals have met with general approval, and that the necessary arrangements are now being made. Further particulars are expected to be available within the next few days, when the whole question will again come up for discussion. <box>524 657 645 774</box>
subheading: ABOLITION OF PRESS LAW FORE-SHADOWED. <box>271 565 386 572</box>
article-body: The correspondent states that the matter has been fully considered and a decision will be announced at an early date. It is understood that the proposals have met with general approval, and that the necessary arrangements are now being made. Further particulars are expected to be available within the next few days, when the whole question will again come up for discussion. The correspondent states that the matter has been fully considered and a decision will be announced at an early date. It is understood that the proposals have met with general approval, and that the necessary arrangements are now being made. Further particulars are expected to be available within the next few days, when the whole question will again come up for discussion. The correspondent states that the matter has been fully considered and a decision will be announced at an early date. It is understood that the proposals have met with general approval, and that the necessary arrangements are now being made. Further particulars are expected to be available within the next few days, when the whole question will again come up for discussion. <box>908 483 1028 600</box>
subheading: THE PAHIATUA CASE. <box>941 851 995 857</box>
headline: KING FERDINAND'S THRONE. <box>408 186 505 194</box>
article-body: The correspondent states that the matter has been fully considered and a decision will be announced at an early date. It is understood that the proposals have met with general approval, and that the necessary arrangements are now being made. Further particulars are expected to be available within the next few days, when the whole question will again come up for discussion. The correspondent states that the matter has been fully considered and a decision will be announced at an early date. It is understood that the proposals have met with general approval, and that the necessary arrangements are now being made. Further particulars are expected to be available within the next few days, when the whole question will again come up for discussion. The correspondent states that the matter has been fully considered and a decision will be announced at an early date. It is understood that the proposals have met with general approval, and that the necessary arrangements are now being made. Further particulars are expected to be available within the next few days, when the whole question will again come up for discussion. <box>652 616 773 733</box>
headline: DISEASE SPREADING. <box>933 62 1004 69</box>
column-rule <box>533 486 637 487</box>
subheading: THE RECIPROCITY AGREEMENT. <box>416 1104 497 1110</box>
headline: A LONG-EXPECTED LIST. <box>32 42 113 50</box>
subheading: COCKATOO ISLAND. <box>815 2452 866 2458</box>
column-1 <box>9 40 137 1526</box>
article-body: The correspondent states that the matter has been fully considered and a decision will be announced at an early date. It is understood that the proposals have met with general approval, and that the necessary arrangements are now being made. Further particulars are expected to be available within the next few days, when the whole question will again come up for discussion. The correspondent states that the matter has been fully considered and a decision will be announced at an early date. It is understood that the proposals have met with general approval, and that the necessary arrangements are now being made. Further particulars are expected to be available within the next few days, when the whole question will again come up for discussion. The correspondent states that the matter has been fully considered and a decision will be announced at an early date. It is understood that the proposals have met with general approval, and that the necessary arrangements are now being made. Further particulars are expected to be available within the next few days, when the whole question will again come up for discussion. <box>780 959 901 1076</box>
column-rule <box>405 1389 509 1390</box>
subheading: DISTURBANCE OVER A FLAG. <box>548 504 621 510</box>
article-body: The correspondent states that the matter has been fully considered and a decision will be announced at an early date. It is understood that the proposals have met with general approval, and that the necessary arrangements are now being made. Further particulars are expected to be available within the next few days, when the whole question will again come up for discussion. The correspondent states that the matter has been fully considered and a decision will be announced at an early date. It is understood that the proposals have met with general approval, and that the necessary arrangements are now being made. Further particulars are expected to be available within the next few days, when the whole question will again come up for discussion. The correspondent states that the matter has been fully considered and a decision will be announced at an early date. It is understood that the proposals have met with general approval, and that the necessary arrangements are now being made. Further particulars are expected to be available within the next few days, when the whole question will again come up for discussion. <box>780 335 901 451</box>
headline: SETTLING NEW FRONTIERS. <box>410 63 503 70</box>
subheading: FOR SKY NAVIGATORS. <box>300 857 358 864</box>
subheading: SYMPATHY FROM THE DOCKERS. <box>287 1170 370 1177</box>
subheading: FEDERAL ELECTION VOTING IRREGULARITIES. <box>781 201 899 208</box>
article-body: The correspondent states that the matter has been fully considered and a decision will be announced at an early date. It is understood that the proposals have met with general approval, and that the necessary arrangements are now being made. Further particulars are expected to be available within the next few days, when the whole question will again come up for discussion. The correspondent states that the matter has been fully considered and a decision will be announced at an early date. It is understood that the proposals have met with general approval, and that the necessary arrangements are now being made. Further particulars are expected to be available within the next few days, when the whole question will again come up for discussion. The correspondent states that the matter has been fully considered and a decision will be announced at an early date. It is understood that the proposals have met with general approval, and that the necessary arrangements are now being made. Further particulars are expected to be available within the next few days, when the whole question will again come up for discussion. <box>268 1336 389 1452</box>
subheading: PROTECTORATE PROPOSAL DROPPED. <box>409 784 504 791</box>
article-body: The correspondent states that the matter has been fully considered and a decision will be announced at an early date. It is understood that the proposals have met with general approval, and that the necessary arrangements are now being made. Further particulars are expected to be available within the next few days, when the whole question will again come up for discussion. The correspondent states that the matter has been fully considered and a decision will be announced at an early date. It is understood that the proposals have met with general approval, and that the necessary arrangements are now being made. Further particulars are expected to be available within the next few days, when the whole question will again come up for discussion. The correspondent states that the matter has been fully considered and a decision will be announced at an early date. It is understood that the proposals have met with general approval, and that the necessary arrangements are now being made. Further particulars are expected to be available within the next few days, when the whole question will again come up for discussion. <box>780 1209 901 1326</box>
article-body: The correspondent states that the matter has been fully considered and a decision will be announced at an early date. It is understood that the proposals have met with general approval, and that the necessary arrangements are now being made. Further particulars are expected to be available within the next few days, when the whole question will again come up for discussion. <box>652 134 773 175</box>
headline: KRUPP SPIES. <box>676 438 749 451</box>
column-rule <box>21 1041 125 1042</box>
article-body: The correspondent states that the matter has been fully considered and a decision will be announced at an early date. It is understood that the proposals have met with general approval, and that the necessary arrangements are now being made. Further particulars are expected to be available within the next few days, when the whole question will again come up for discussion. The correspondent states that the matter has been fully considered and a decision will be announced at an early date. It is understood that the proposals have met with general approval, and that the necessary arrangements are now being made. Further particulars are expected to be available within the next few days, when the whole question will again come up for discussion. The correspondent states that the matter has been fully considered and a decision will be announced at an early date. It is understood that the proposals have met with general approval, and that the necessary arrangements are now being made. Further particulars are expected to be available within the next few days, when the whole question will again come up for discussion. <box>652 773 773 890</box>
column-5 <box>521 40 649 1526</box>
column-rule <box>149 218 253 219</box>
article-body: The correspondent states that the matter has been fully considered and a decision will be announced at an early date. It is understood that the proposals have met with general approval, and that the necessary arrangements are now being made. Further particulars are expected to be available within the next few days, when the whole question will again come up for discussion. The correspondent states that the matter has been fully considered and a decision will be announced at an early date. It is understood that the proposals have met with general approval, and that the necessary arrangements are now being made. Further particulars are expected to be available within the next few days, when the whole question will again come up for discussion. The correspondent states that the matter has been fully considered and a decision will be announced at an early date. It is understood that the proposals have met with general approval, and that the necessary arrangements are now being made. Further particulars are expected to be available within the next few days, when the whole question will again come up for discussion. <box>396 646 517 763</box>
headline: SHORT OF FUNDS. <box>408 1393 505 1405</box>
headline: TO MARK THE WAY. <box>276 844 382 856</box>
column-rule <box>149 380 253 381</box>
dot-leader <box>62 1252 127 1255</box>
feature-label: PERSONAL ITEMS <box>16 1267 58 1273</box>
dot-leader <box>85 1229 128 1233</box>
subheading: BY FRENCH BARGEES. <box>301 1014 357 1021</box>
headline: MILITIA DISCIPLINE. <box>528 491 641 503</box>
article-body: The correspondent states that the matter has been fully considered and a decision will be announced at an early date. It is understood that the proposals have met with general approval, and that the necessary arrangements are now being made. Further particulars are expected to be available within the next few days, when the whole question will again come up for discussion. The correspondent states that the matter has been fully considered and a decision will be announced at an early date. It is understood that the proposals have met with general approval, and that the necessary arrangements are now being made. Further particulars are expected to be available within the next few days, when the whole question will again come up for discussion. The correspondent states that the matter has been fully considered and a decision will be announced at an early date. It is understood that the proposals have met with general approval, and that the necessary arrangements are now being made. Further particulars are expected to be available within the next few days, when the whole question will again come up for discussion. <box>908 858 1028 975</box>
headline: MR. LANSBURY IN GAOL. <box>280 1146 378 1169</box>
article-body: The correspondent states that the matter has been fully considered and a decision will be announced at an early date. It is understood that the proposals have met with general approval, and that the necessary arrangements are now being made. Further particulars are expected to be available within the next few days, when the whole question will again come up for discussion. The correspondent states that the matter has been fully considered and a decision will be announced at an early date. It is understood that the proposals have met with general approval, and that the necessary arrangements are now being made. Further particulars are expected to be available within the next few days, when the whole question will again come up for discussion. The correspondent states that the matter has been fully considered and a decision will be announced at an early date. It is understood that the proposals have met with general approval, and that the necessary arrangements are now being made. Further particulars are expected to be available within the next few days, when the whole question will again come up for discussion. <box>780 1584 901 1701</box>
subheading: OUSTING THE SYNDICALISTS. <box>675 175 749 181</box>
article-body: The correspondent states that the matter has been fully considered and a decision will be announced at an early date. It is understood that the proposals have met with general approval, and that the necessary arrangements are now being made. Further particulars are expected to be available within the next few days, when the whole question will again come up for discussion. The correspondent states that the matter has been fully considered and a decision will be announced at an early date. It is understood that the proposals have met with general approval, and that the necessary arrangements are now being made. Further particulars are expected to be available within the next few days, when the whole question will again come up for discussion. The correspondent states that the matter has been fully considered and a decision will be announced at an early date. It is understood that the proposals have met with general approval, and that the necessary arrangements are now being made. Further particulars are expected to be available within the next few days, when the whole question will again come up for discussion. <box>780 2084 901 2201</box>
headline: MISSILES AND HOT WATER. <box>795 113 885 122</box>
headline: NAVAL SENTIMENT GROWING IN VANCOUVER. <box>147 62 254 77</box>
article-body: The correspondent states that the matter has been fully considered and a decision will be announced at an early date. It is understood that the proposals have met with general approval, and that the necessary arrangements are now being made. Further particulars are expected to be available within the next few days, when the whole question will again come up for discussion. <box>524 82 645 122</box>
feature-label: ACCIDENTS AND FATALITIES <box>16 1228 83 1234</box>
dateline: New York, August 1. <box>857 164 901 169</box>
headline: BLACKMAILER TRICKED. <box>287 250 370 274</box>
column-rule <box>277 1299 381 1300</box>
article-body: The correspondent states that the matter has been fully considered and a decision will be announced at an early date. It is understood that the proposals have met with general approval, and that the necessary arrangements are now being made. Further particulars are expected to be available within the next few days, when the whole question will again come up for discussion. The correspondent states that the matter has been fully considered and a decision will be announced at an early date. It is understood that the proposals have met with general approval, and that the necessary arrangements are now being made. Further particulars are expected to be available within the next few days, when the whole question will again come up for discussion. The correspondent states that the matter has been fully considered and a decision will be announced at an early date. It is understood that the proposals have met with general approval, and that the necessary arrangements are now being made. Further particulars are expected to be available within the next few days, when the whole question will again come up for discussion. <box>396 954 517 1071</box>
article-body: The correspondent states that the matter has been fully considered and a decision will be announced at an early date. It is understood that the proposals have met with general approval, and that the necessary arrangements are now being made. Further particulars are expected to be available within the next few days, when the whole question will again come up for discussion. <box>524 134 645 175</box>
column-7 <box>777 40 905 2576</box>
article-body: The correspondent states that the matter has been fully considered and a decision will be announced at an early date. It is understood that the proposals have met with general approval, and that the necessary arrangements are now being made. Further particulars are expected to be available within the next few days, when the whole question will again come up for discussion. <box>13 996 133 1038</box>
subheading: TARANAKI PROSPECTS NEVER BETTER. <box>23 294 122 301</box>
dateline: London, August 2. <box>222 371 261 377</box>
feature-label: SPORT <box>16 1273 32 1279</box>
headline: DEADLY HEAT WAVE <box>529 345 639 357</box>
features-index-item <box>16 1274 130 1280</box>
headline: "RIFLES FREE, YE HEROES!" <box>663 49 761 71</box>
article-body: The correspondent states that the matter has been fully considered and a decision will be announced at an early date. It is understood that the proposals have met with general approval, and that the necessary arrangements are now being made. Further particulars are expected to be available within the next few days, when the whole question will again come up for discussion. The correspondent states that the matter has been fully considered and a decision will be announced at an early date. It is understood that the proposals have met with general approval, and that the necessary arrangements are now being made. Further particulars are expected to be available within the next few days, when the whole question will again come up for discussion. The correspondent states that the matter has been fully considered and a decision will be announced at an early date. It is understood that the proposals have met with general approval, and that the necessary arrangements are now being made. Further particulars are expected to be available within the next few days, when the whole question will again come up for discussion. <box>908 1109 1028 1225</box>
article-body: The correspondent states that the matter has been fully considered and a decision will be announced at an early date. It is understood that the proposals have met with general approval, and that the necessary arrangements are now being made. Further particulars are expected to be available within the next few days, when the whole question will again come up for discussion. The correspondent states that the matter has been fully considered and a decision will be announced at an early date. It is understood that the proposals have met with general approval, and that the necessary arrangements are now being made. Further particulars are expected to be available within the next few days, when the whole question will again come up for discussion. The correspondent states that the matter has been fully considered and a decision will be announced at an early date. It is understood that the proposals have met with general approval, and that the necessary arrangements are now being made. Further particulars are expected to be available within the next few days, when the whole question will again come up for discussion. <box>396 250 517 367</box>
article-body: The correspondent states that the matter has been fully considered and a decision will be announced at an early date. It is understood that the proposals have met with general approval, and that the necessary arrangements are now being made. Further particulars are expected to be available within the next few days, when the whole question will again come up for discussion. The correspondent states that the matter has been fully considered and a decision will be announced at an early date. It is understood that the proposals have met with general approval, and that the necessary arrangements are now being made. Further particulars are expected to be available within the next few days, when the whole question will again come up for discussion. The correspondent states that the matter has been fully considered and a decision will be announced at an early date. It is understood that the proposals have met with general approval, and that the necessary arrangements are now being made. Further particulars are expected to be available within the next few days, when the whole question will again come up for discussion. <box>908 1233 1028 1350</box>
article-body: The correspondent states that the matter has been fully considered and a decision will be announced at an early date. It is understood that the proposals have met with general approval, and that the necessary arrangements are now being made. Further particulars are expected to be available within the next few days, when the whole question will again come up for discussion. The correspondent states that the matter has been fully considered and a decision will be announced at an early date. It is understood that the proposals have met with general approval, and that the necessary arrangements are now being made. Further particulars are expected to be available within the next few days, when the whole question will again come up for discussion. The correspondent states that the matter has been fully considered and a decision will be announced at an early date. It is understood that the proposals have met with general approval, and that the necessary arrangements are now being made. Further particulars are expected to be available within the next few days, when the whole question will again come up for discussion. <box>780 1084 901 1201</box>
dateline: Paris, August 2. <box>611 175 645 180</box>
article-body: The correspondent states that the matter has been fully considered and a decision will be announced at an early date. It is understood that the proposals have met with general approval, and that the necessary arrangements are now being made. Further particulars are expected to be available within the next few days, when the whole question will again come up for discussion. The correspondent states that the matter has been fully considered and a decision will be announced at an early date. It is understood that the proposals have met with general approval, and that the necessary arrangements are now being made. Further particulars are expected to be available within the next few days, when the whole question will again come up for discussion. The correspondent states that the matter has been fully considered and a decision will be announced at an early date. It is understood that the proposals have met with general approval, and that the necessary arrangements are now being made. Further particulars are expected to be available within the next few days, when the whole question will again come up for discussion. <box>780 1959 901 2076</box>
subheading: AMERICAN AMBASSADOR. <box>806 1577 874 1583</box>
dot-leader <box>39 1190 128 1194</box>
article-body: The correspondent states that the matter has been fully considered and a decision will be announced at an early date. It is understood that the proposals have met with general approval, and that the necessary arrangements are now being made. Further particulars are expected to be available within the next few days, when the whole question will again come up for discussion. The correspondent states that the matter has been fully considered and a decision will be announced at an early date. It is understood that the proposals have met with general approval, and that the necessary arrangements are now being made. Further particulars are expected to be available within the next few days, when the whole question will again come up for discussion. The correspondent states that the matter has been fully considered and a decision will be announced at an early date. It is understood that the proposals have met with general approval, and that the necessary arrangements are now being made. Further particulars are expected to be available within the next few days, when the whole question will again come up for discussion. <box>780 2335 901 2451</box>
article-body: The correspondent states that the matter has been fully considered and a decision will be announced at an early date. It is understood that the proposals have met with general approval, and that the necessary arrangements are now being made. Further particulars are expected to be available within the next few days, when the whole question will again come up for discussion. The correspondent states that the matter has been fully considered and a decision will be announced at an early date. It is understood that the proposals have met with general approval, and that the necessary arrangements are now being made. Further particulars are expected to be available within the next few days, when the whole question will again come up for discussion. The correspondent states that the matter has been fully considered and a decision will be announced at an early date. It is understood that the proposals have met with general approval, and that the necessary arrangements are now being made. Further particulars are expected to be available within the next few days, when the whole question will again come up for discussion. <box>268 428 389 545</box>
subheading: STATEMENT BY MR. CHURCHILL. <box>160 554 242 561</box>
headline: SLAUGHTER OF BULGARIANS. <box>406 135 506 143</box>
feature-label: LEADERS <box>16 1189 38 1195</box>
article-body: The correspondent states that the matter has been fully considered and a decision will be announced at an early date. It is understood that the proposals have met with general approval, and that the necessary arrangements are now being made. Further particulars are expected to be available within the next few days, when the whole question will again come up for discussion. The correspondent states that the matter has been fully considered and a decision will be announced at an early date. It is understood that the proposals have met with general approval, and that the necessary arrangements are now being made. Further particulars are expected to be available within the next few days, when the whole question will again come up for discussion. The correspondent states that the matter has been fully considered and a decision will be announced at an early date. It is understood that the proposals have met with general approval, and that the necessary arrangements are now being made. Further particulars are expected to be available within the next few days, when the whole question will again come up for discussion. <box>524 366 645 482</box>
dot-leader <box>60 1201 128 1205</box>
headline: IN KRESNA PASS. <box>411 500 502 512</box>
article-body: The correspondent states that the matter has been fully considered and a decision will be announced at an early date. It is understood that the proposals have met with general approval, and that the necessary arrangements are now being made. Further particulars are expected to be available within the next few days, when the whole question will again come up for discussion. The correspondent states that the matter has been fully considered and a decision will be announced at an early date. It is understood that the proposals have met with general approval, and that the necessary arrangements are now being made. Further particulars are expected to be available within the next few days, when the whole question will again come up for discussion. The correspondent states that the matter has been fully considered and a decision will be announced at an early date. It is understood that the proposals have met with general approval, and that the necessary arrangements are now being made. Further particulars are expected to be available within the next few days, when the whole question will again come up for discussion. <box>780 2210 901 2326</box>
column-2 <box>137 40 265 1526</box>
article-body: The correspondent states that the matter has been fully considered and a decision will be announced at an early date. It is understood that the proposals have met with general approval, and that the necessary arrangements are now being made. Further particulars are expected to be available within the next few days, when the whole question will again come up for discussion. The correspondent states that the matter has been fully considered and a decision will be announced at an early date. It is understood that the proposals have met with general approval, and that the necessary arrangements are now being made. Further particulars are expected to be available within the next few days, when the whole question will again come up for discussion. The correspondent states that the matter has been fully considered and a decision will be announced at an early date. It is understood that the proposals have met with general approval, and that the necessary arrangements are now being made. Further particulars are expected to be available within the next few days, when the whole question will again come up for discussion. <box>524 960 645 1076</box>
